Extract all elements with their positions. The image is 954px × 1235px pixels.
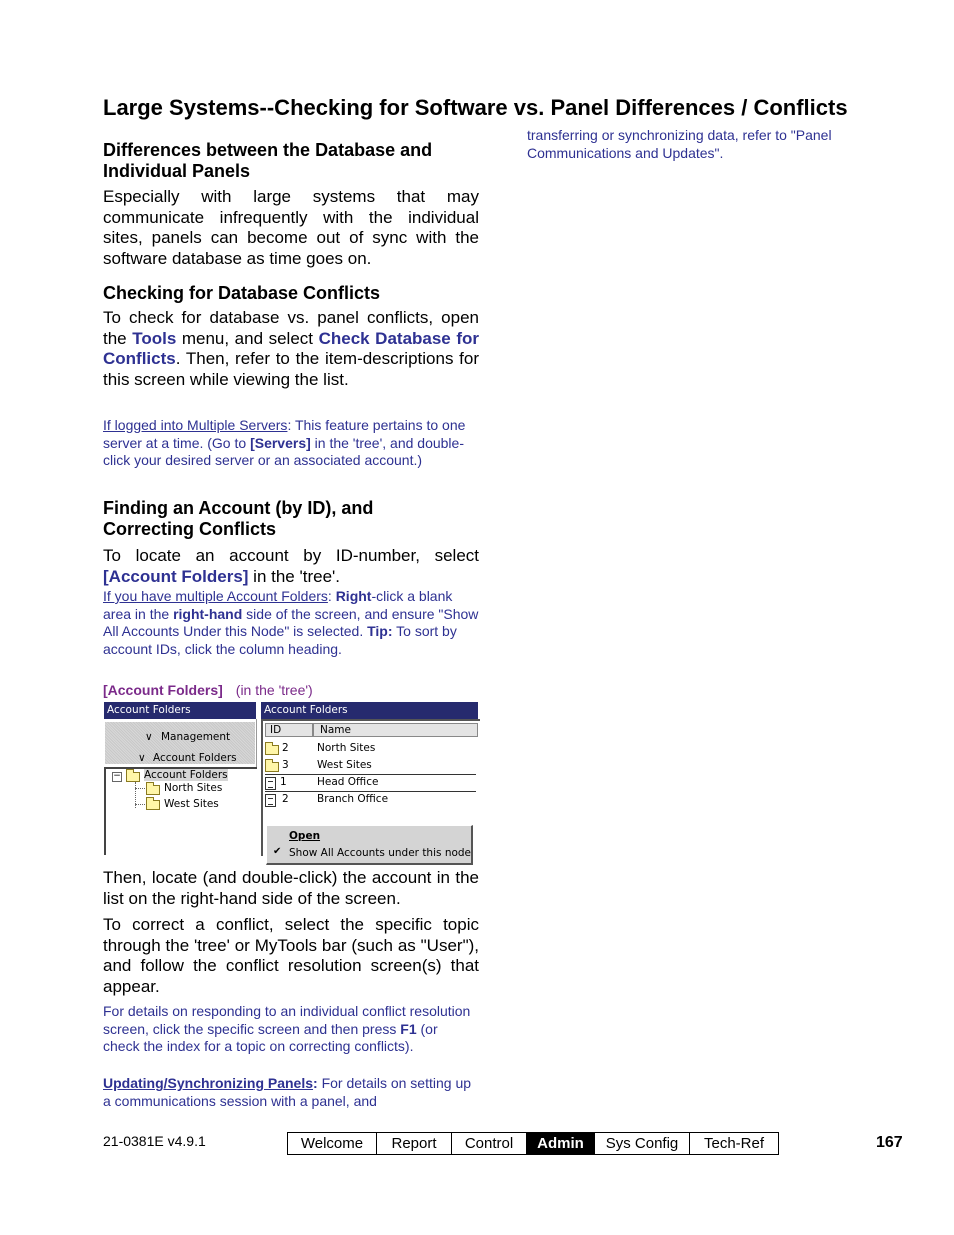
collapse-icon[interactable]: − [113,771,121,781]
document-icon [265,777,276,790]
context-menu [266,825,473,865]
folder-tree [104,767,257,855]
right-hand-ref: right-hand [173,605,243,622]
row-name: North Sites [317,742,376,754]
body-correct-conflict: To correct a conflict, select the specific topic through the 'tree' or MyTools bar (such as "User"), and follow the conflict resolution screen(s) that appear. [103,915,479,996]
right-column-line-2: Communications and Updates". [527,144,724,161]
body-text: . Then, refer to the item-descriptions for this screen while viewing the list. [103,349,479,389]
nav-tab-tech-ref[interactable]: Tech-Ref [703,1135,765,1152]
section-body-differences: Especially with large systems that may communicate infrequently with the individual sites, panels can become out of sync with the software database as time goes on. [103,187,479,268]
row-separator [265,791,476,792]
right-pane [261,719,480,859]
body-locate-account: Then, locate (and double-click) the account in the list on the right-hand side of the screen. [103,868,479,908]
row-id: 3 [282,759,289,771]
servers-ref: [Servers] [250,434,311,451]
body-text: To check for database vs. panel conflicts, open the [103,308,479,348]
body-text: in the 'tree'. [248,566,340,586]
note-multiple-servers [103,417,475,470]
right-column-text [527,127,867,163]
section-heading-differences: Differences between the Database and Individual Panels [103,140,433,181]
column-header-name[interactable]: Name [313,723,478,737]
mytools-check-icon: ∨ [138,752,146,764]
document-icon [265,794,276,807]
caption-bold: [Account Folders] [103,682,223,698]
nav-tab-welcome[interactable]: Welcome [288,1133,377,1154]
mytools-account-folders[interactable]: Account Folders [153,752,237,764]
section-heading-checking: Checking for Database Conflicts [103,283,381,303]
section-heading-finding: Finding an Account (by ID), and Correcting Conflicts [103,498,374,539]
updating-panels-link[interactable]: Updating/Synchronizing Panels [103,1075,314,1091]
body-text: To locate an account by ID-number, select [103,546,479,565]
nav-tab-control[interactable]: Control [452,1133,527,1154]
tree-line [135,788,145,789]
column-header-id[interactable]: ID [265,723,313,737]
page-title: Large Systems--Checking for Software vs. Panel Differences / Conflicts [103,95,848,120]
account-folders-ref: [Account Folders] [103,566,249,586]
folder-icon [146,800,160,810]
folder-icon [265,762,279,772]
folder-icon [146,785,160,795]
tools-menu-ref: Tools [132,328,177,348]
note-text: For details on responding to an individual conflict resolution screen, click the specific screen and then press [103,1003,471,1037]
note-colon: : [313,1075,318,1091]
tree-item-west-sites[interactable]: West Sites [164,798,219,810]
right-column-line-1: transferring or synchronizing data, refer to "Panel [527,127,832,143]
left-pane [104,719,257,854]
tree-item-root[interactable]: Account Folders [144,769,228,781]
nav-tab-report[interactable]: Report [377,1133,452,1154]
caption-rest: (in the 'tree') [235,682,313,698]
note-conflict-details [103,1003,475,1056]
left-pane-header: Account Folders [104,702,256,719]
menu-item-open[interactable] [289,830,320,842]
right-pane-header: Account Folders [261,702,478,719]
checkmark-icon: ✔ [273,846,282,857]
note-text: (or check the index for a topic on correcting conflicts). [103,1020,438,1055]
folder-icon [126,772,140,782]
note-multiple-folders [103,588,479,658]
folder-icon [265,745,279,755]
row-name: West Sites [317,759,372,771]
section-body-finding [103,546,479,587]
page-number: 167 [876,1134,903,1151]
note-text: To sort by account IDs, click the column heading. [103,623,457,657]
section-body-checking [103,308,479,390]
multiple-folders-link[interactable]: If you have multiple Account Folders [103,588,328,604]
figure-caption [103,682,313,698]
tree-item-north-sites[interactable]: North Sites [164,782,223,794]
note-text: For details on setting up a communications session with a panel, and [103,1075,472,1109]
row-separator [265,774,476,775]
menu-item-show-all[interactable]: Show All Accounts under this node [289,847,472,859]
mytools-check-icon: ∨ [145,731,153,743]
row-id: 2 [282,793,289,805]
footer-nav [287,1132,779,1155]
row-id: 2 [282,742,289,754]
mytools-management[interactable]: Management [161,731,231,743]
multiple-servers-link[interactable]: If logged into Multiple Servers [103,417,288,433]
check-database-ref: Check Database for Conflicts [103,328,479,369]
note-text: : This feature pertains to one server at a time. (Go to [103,417,466,451]
tree-line [135,804,145,805]
body-text: menu, and select [176,328,319,348]
f1-key: F1 [400,1020,417,1037]
nav-tab-admin[interactable]: Admin [527,1133,595,1154]
row-name: Head Office [317,776,379,788]
menu-open-label: Open [289,830,321,842]
note-text: side of the screen, and ensure "Show All Accounts Under this Node" is selected. [103,605,479,640]
note-text: -click a blank area in the [103,588,453,622]
note-text: in the 'tree', and double-click your desired server or an associated account.) [103,434,464,469]
document-id: 21-0381E v4.9.1 [103,1133,206,1149]
row-name: Branch Office [317,793,389,805]
note-updating-panels [103,1075,475,1110]
row-id: 1 [280,776,287,788]
account-folders-screenshot [104,702,478,859]
tip-label: Tip: [367,623,393,640]
nav-tab-sys-config[interactable]: Sys Config [595,1133,690,1154]
note-text: : [327,588,336,604]
right-ref: Right [335,588,372,604]
mytools-bar [105,722,255,764]
